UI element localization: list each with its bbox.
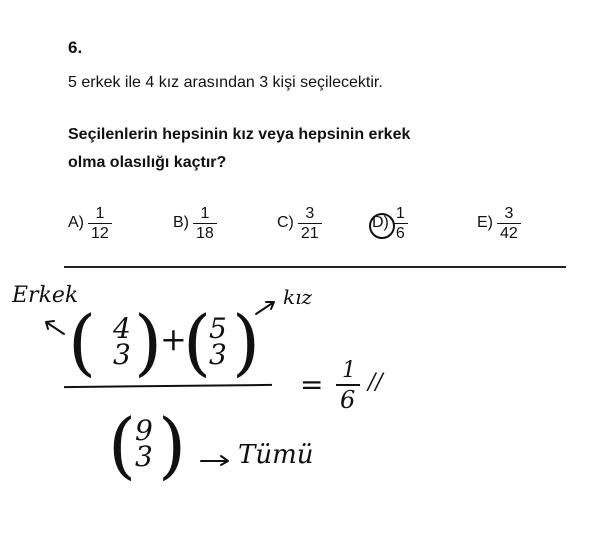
hw-term2-open-paren: (: [183, 300, 212, 384]
option-b-letter: B): [173, 214, 189, 231]
option-c-fraction: [298, 204, 322, 243]
option-a-numerator: 1: [95, 204, 105, 222]
question-prompt-line-2: olma olasılığı kaçtır?: [68, 154, 227, 171]
option-d-denominator: 6: [393, 223, 408, 243]
option-e[interactable]: [477, 197, 521, 249]
option-a-letter: A): [68, 214, 84, 231]
option-d-letter: D): [372, 214, 389, 231]
answer-circle-mark: [369, 213, 395, 239]
hw-label-tumu: Tümü: [238, 440, 314, 470]
hw-label-erkek: Erkek: [12, 283, 79, 308]
option-d-fraction: [393, 204, 408, 243]
hw-result-numerator: 1: [342, 358, 356, 383]
option-e-fraction: [497, 204, 521, 243]
option-c[interactable]: [277, 197, 322, 249]
hw-equals: =: [300, 368, 324, 401]
option-c-numerator: 3: [305, 204, 315, 222]
option-b-fraction: [193, 204, 217, 243]
hw-denom-bottom: 3: [135, 440, 153, 473]
hw-result-denominator: 6: [340, 386, 356, 414]
hw-term2-top: 5: [209, 312, 227, 345]
option-b-numerator: 1: [200, 204, 210, 222]
hw-label-kiz: kız: [283, 285, 313, 309]
hw-arrow-tumu: [198, 452, 234, 468]
option-e-denominator: 42: [497, 223, 521, 243]
hw-arrow-kiz: [252, 296, 282, 318]
hw-term1-bottom: 3: [113, 338, 131, 371]
option-c-letter: C): [277, 214, 294, 231]
hw-denom-top: 9: [135, 414, 153, 447]
option-e-numerator: 3: [504, 204, 514, 222]
hw-term2-bottom: 3: [209, 338, 227, 371]
hw-result-mark: //: [368, 370, 383, 395]
option-b-denominator: 18: [193, 223, 217, 243]
hw-arrow-erkek: [40, 316, 68, 338]
option-e-letter: E): [477, 214, 493, 231]
option-a-denominator: 12: [88, 223, 112, 243]
hw-denom-open-paren: (: [108, 403, 137, 487]
question-number: 6.: [68, 38, 83, 57]
option-a[interactable]: [68, 197, 112, 249]
hw-term1-close-paren: ): [134, 300, 163, 384]
hw-denom-close-paren: ): [158, 403, 187, 487]
question-stem: 5 erkek ile 4 kız arasından 3 kişi seçilecektir.: [68, 74, 383, 91]
option-a-fraction: [88, 204, 112, 243]
hw-term1-top: 4: [113, 312, 131, 345]
hw-plus: +: [160, 320, 187, 358]
hw-term1-open-paren: (: [68, 300, 97, 384]
hw-term2-close-paren: ): [232, 300, 261, 384]
option-c-denominator: 21: [298, 223, 322, 243]
question-prompt: [68, 121, 548, 177]
option-d-numerator: 1: [395, 204, 405, 222]
question-prompt-line-1: Seçilenlerin hepsinin kız veya hepsinin erkek: [68, 126, 411, 143]
option-b[interactable]: [173, 197, 217, 249]
divider-rule: [64, 266, 566, 268]
hw-fraction-bar: [64, 384, 272, 388]
